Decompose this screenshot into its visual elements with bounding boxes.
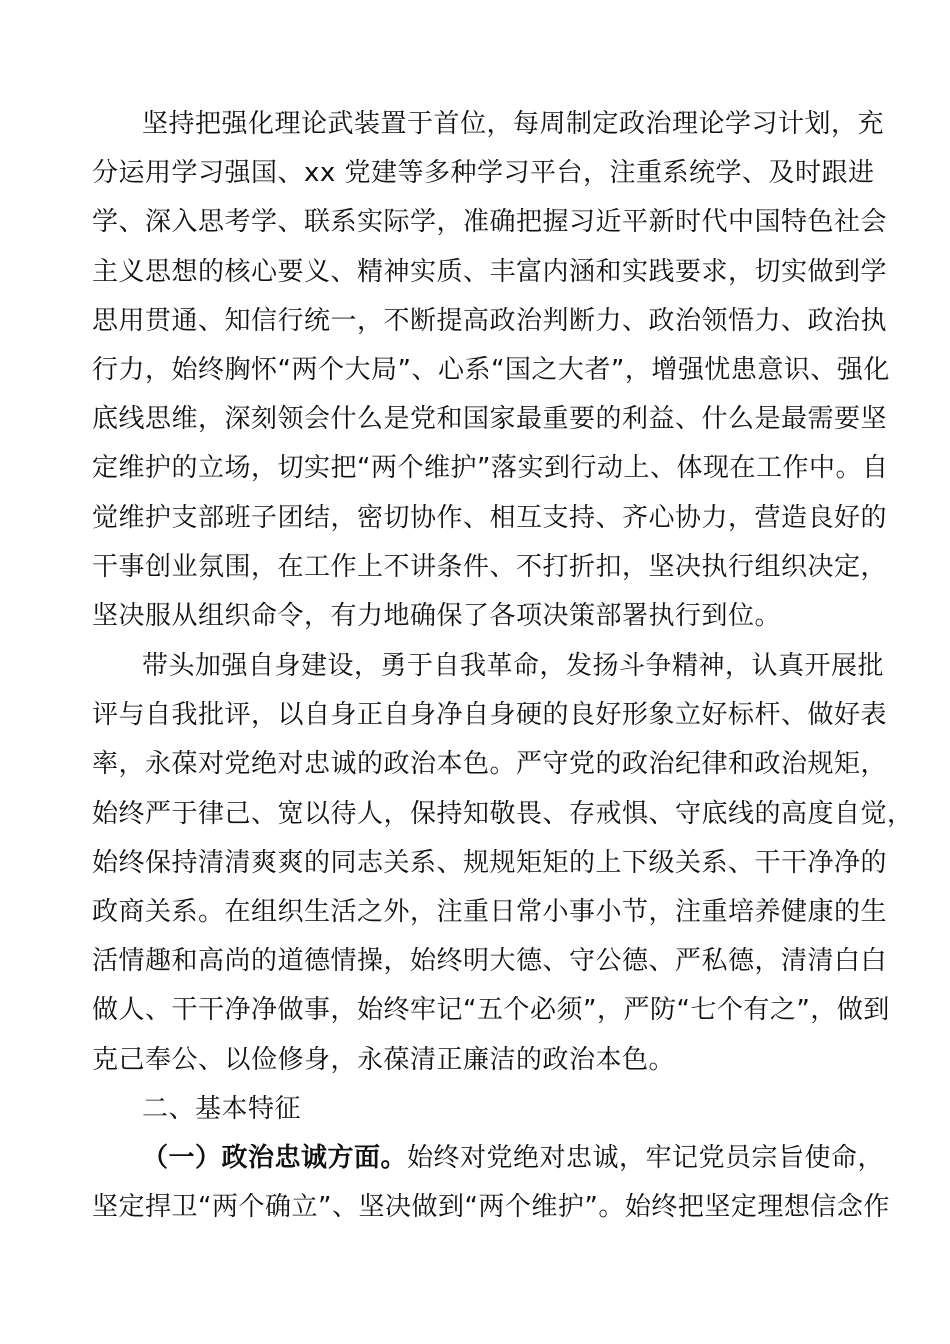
section-heading — [92, 1085, 882, 1134]
paragraph-line: 坚决服从组织命令，有力地确保了各项决策部署执行到位。 — [92, 600, 782, 631]
paragraph-line: 底线思维，深刻领会什么是党和国家最重要的利益、什么是最需要坚 — [92, 404, 888, 435]
subsection-title: （一）政治忠诚方面。 — [142, 1143, 408, 1173]
paragraph-line: 始终保持清清爽爽的同志关系、规规矩矩的上下级关系、干干净净的 — [92, 847, 888, 878]
paragraph-line: 觉维护支部班子团结，密切协作、相互支持、齐心协力，营造良好的 — [92, 502, 888, 533]
paragraph-line — [92, 1134, 885, 1183]
paragraph-line: 行力，始终胸怀“两个大局”、心系“国之大者”，增强忧患意识、强化 — [92, 354, 890, 385]
paragraph-line: 坚持把强化理论武装置于首位，每周制定政治理论学习计划，充 — [142, 109, 885, 139]
paragraph-line: 定维护的立场，切实把“两个维护”落实到行动上、体现在工作中。自 — [92, 453, 889, 484]
paragraph-line: 主义思想的核心要义、精神实质、丰富内涵和实践要求，切实做到学 — [92, 256, 888, 287]
paragraph-line: 活情趣和高尚的道德情操，始终明大德、守公德、严私德，清清白白 — [92, 946, 888, 977]
paragraph-line: 政商关系。在组织生活之外，注重日常小事小节，注重培养健康的生 — [92, 896, 888, 927]
paragraph-line: 始终严于律己、宽以待人，保持知敬畏、存戒惧、守底线的高度自觉， — [92, 798, 914, 829]
paragraph-line-rest: 始终对党绝对忠诚，牢记党员宗旨使命， — [407, 1143, 885, 1173]
paragraph-line: 率，永葆对党绝对忠诚的政治本色。严守党的政治纪律和政治规矩， — [92, 749, 888, 780]
paragraph-line: 思用贯通、知信行统一，不断提高政治判断力、政治领悟力、政治执 — [92, 305, 888, 336]
paragraph-self-construction — [92, 642, 914, 1085]
paragraph-line: 学、深入思考学、联系实际学，准确把握习近平新时代中国特色社会 — [92, 207, 888, 238]
paragraph-line: 带头加强自身建设，勇于自我革命，发扬斗争精神，认真开展批 — [142, 651, 885, 681]
paragraph-theory-study — [92, 100, 890, 641]
paragraph-line: 做人、干干净净做事，始终牢记“五个必须”，严防“七个有之”，做到 — [92, 995, 890, 1026]
paragraph-political-loyalty — [92, 1134, 890, 1232]
paragraph-line: 干事创业氛围，在工作上不讲条件、不打折扣，坚决执行组织决定， — [92, 551, 888, 582]
paragraph-line: 克己奉公、以俭修身，永葆清正廉洁的政治本色。 — [92, 1044, 676, 1075]
paragraph-line: 评与自我批评，以自身正自身净自身硬的良好形象立好标杆、做好表 — [92, 700, 888, 731]
paragraph-line: 坚定捍卫“两个确立”、坚决做到“两个维护”。始终把坚定理想信念作 — [92, 1192, 890, 1223]
paragraph-line: 分运用学习强国、xx 党建等多种学习平台，注重系统学、及时跟进 — [92, 158, 875, 189]
section-heading-text: 二、基本特征 — [142, 1094, 302, 1124]
